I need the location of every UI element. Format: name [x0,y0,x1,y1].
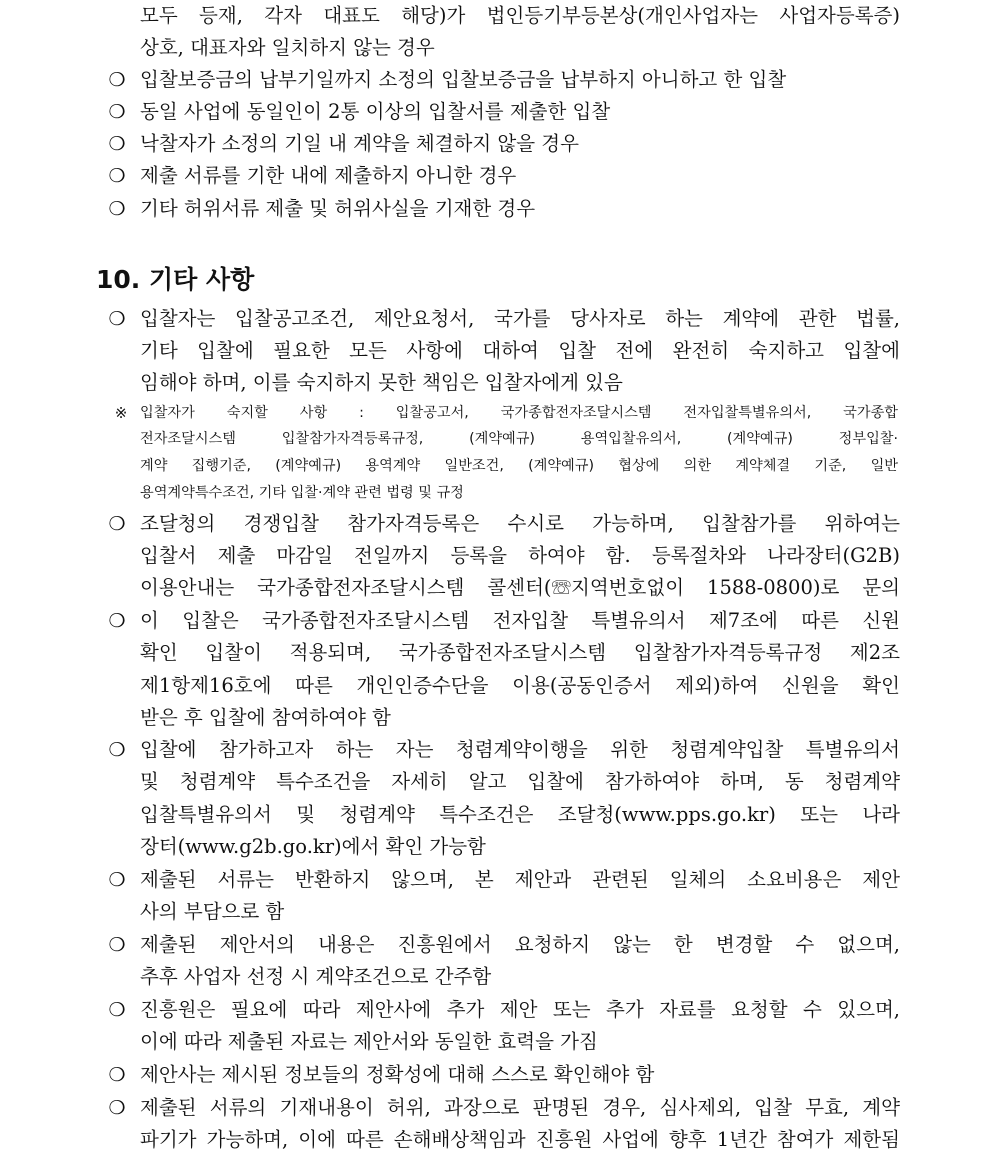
list-item-line: 추후 사업자 선정 시 계약조건으로 간주함 [140,965,492,988]
list-item-line: 사의 부담으로 함 [140,900,285,923]
circle-bullet-icon: ❍ [108,165,126,187]
circle-bullet-icon: ❍ [108,308,126,330]
list-item-line: 확인 입찰이 적용되며, 국가종합전자조달시스템 입찰참가자격등록규정 제2조 [140,641,900,664]
list-item-line: 제출된 제안서의 내용은 진흥원에서 요청하지 않는 한 변경할 수 없으며, [140,933,900,956]
list-item-line: 제출된 서류는 반환하지 않으며, 본 제안과 관련된 일체의 소요비용은 제안 [140,868,900,891]
list-item-line: 조달청의 경쟁입찰 참가자격등록은 수시로 가능하며, 입찰참가를 위하여는 [140,512,900,535]
note-line: 전자조달시스템 입찰참가자격등록규정, (계약예규) 용역입찰유의서, (계약예규) 정부입찰· [140,431,898,447]
continuation-line: 모두 등재, 각자 대표도 해당)가 법인등기부등본상(개인사업자는 사업자등록증) [140,4,900,27]
circle-bullet-icon: ❍ [108,101,126,123]
list-item-line: 기타 입찰에 필요한 모든 사항에 대하여 입찰 전에 완전히 숙지하고 입찰에 [140,339,900,362]
circle-bullet-icon: ❍ [108,69,126,91]
circle-bullet-icon: ❍ [108,198,126,220]
list-item-line: 제1항제16호에 따른 개인인증수단을 이용(공동인증서 제외)하여 신원을 확인 [140,674,900,697]
list-item-line: 장터(www.g2b.go.kr)에서 확인 가능함 [140,835,486,858]
note-line: 입찰자가 숙지할 사항 : 입찰공고서, 국가종합전자조달시스템 전자입찰특별유의서, 국가종합 [140,405,898,421]
section-heading: 10. 기타 사항 [96,265,255,294]
reference-mark-icon: ※ [114,404,128,422]
list-item: 입찰보증금의 납부기일까지 소정의 입찰보증금을 납부하지 아니하고 한 입찰 [140,68,787,91]
list-item: 동일 사업에 동일인이 2통 이상의 입찰서를 제출한 입찰 [140,100,611,123]
circle-bullet-icon: ❍ [108,513,126,535]
note-line: 용역계약특수조건, 기타 입찰·계약 관련 법령 및 규정 [140,485,464,501]
continuation-line: 상호, 대표자와 일치하지 않는 경우 [140,36,435,59]
list-item-line: 이용안내는 국가종합전자조달시스템 콜센터(☏지역번호없이 1588-0800)로 문의 [140,576,900,599]
list-item: 제출 서류를 기한 내에 제출하지 아니한 경우 [140,164,517,187]
list-item-line: 이에 따라 제출된 자료는 제안서와 동일한 효력을 가짐 [140,1030,598,1053]
list-item: 낙찰자가 소정의 기일 내 계약을 체결하지 않을 경우 [140,132,579,155]
list-item-line: 진흥원은 필요에 따라 제안사에 추가 제안 또는 추가 자료를 요청할 수 있으며, [140,998,900,1021]
list-item: 기타 허위서류 제출 및 허위사실을 기재한 경우 [140,197,536,220]
list-item-line: 받은 후 입찰에 참여하여야 함 [140,706,391,729]
list-item-line: 입찰에 참가하고자 하는 자는 청렴계약이행을 위한 청렴계약입찰 특별유의서 [140,738,900,761]
list-item-line: 입찰특별유의서 및 청렴계약 특수조건은 조달청(www.pps.go.kr) 또는 나라 [140,803,900,826]
circle-bullet-icon: ❍ [108,934,126,956]
list-item-line: 입찰서 제출 마감일 전일까지 등록을 하여야 함. 등록절차와 나라장터(G2B) [140,544,900,567]
list-item-line: 임해야 하며, 이를 숙지하지 못한 책임은 입찰자에게 있음 [140,371,623,394]
list-item-line: 제안사는 제시된 정보들의 정확성에 대해 스스로 확인해야 함 [140,1063,655,1086]
list-item-line: 이 입찰은 국가종합전자조달시스템 전자입찰 특별유의서 제7조에 따른 신원 [140,609,900,632]
circle-bullet-icon: ❍ [108,1097,126,1119]
list-item-line: 파기가 가능하며, 이에 따른 손해배상책임과 진흥원 사업에 향후 1년간 참여가 제한됨 [140,1128,900,1151]
list-item-line: 입찰자는 입찰공고조건, 제안요청서, 국가를 당사자로 하는 계약에 관한 법률, [140,307,900,330]
note-line: 계약 집행기준, (계약예규) 용역계약 일반조건, (계약예규) 협상에 의한 계약체결 기준, 일반 [140,458,898,474]
circle-bullet-icon: ❍ [108,1064,126,1086]
circle-bullet-icon: ❍ [108,999,126,1021]
list-item-line: 및 청렴계약 특수조건을 자세히 알고 입찰에 참가하여야 하며, 동 청렴계약 [140,770,900,793]
circle-bullet-icon: ❍ [108,133,126,155]
circle-bullet-icon: ❍ [108,739,126,761]
circle-bullet-icon: ❍ [108,869,126,891]
circle-bullet-icon: ❍ [108,610,126,632]
list-item-line: 제출된 서류의 기재내용이 허위, 과장으로 판명된 경우, 심사제외, 입찰 무효, 계약 [140,1096,900,1119]
